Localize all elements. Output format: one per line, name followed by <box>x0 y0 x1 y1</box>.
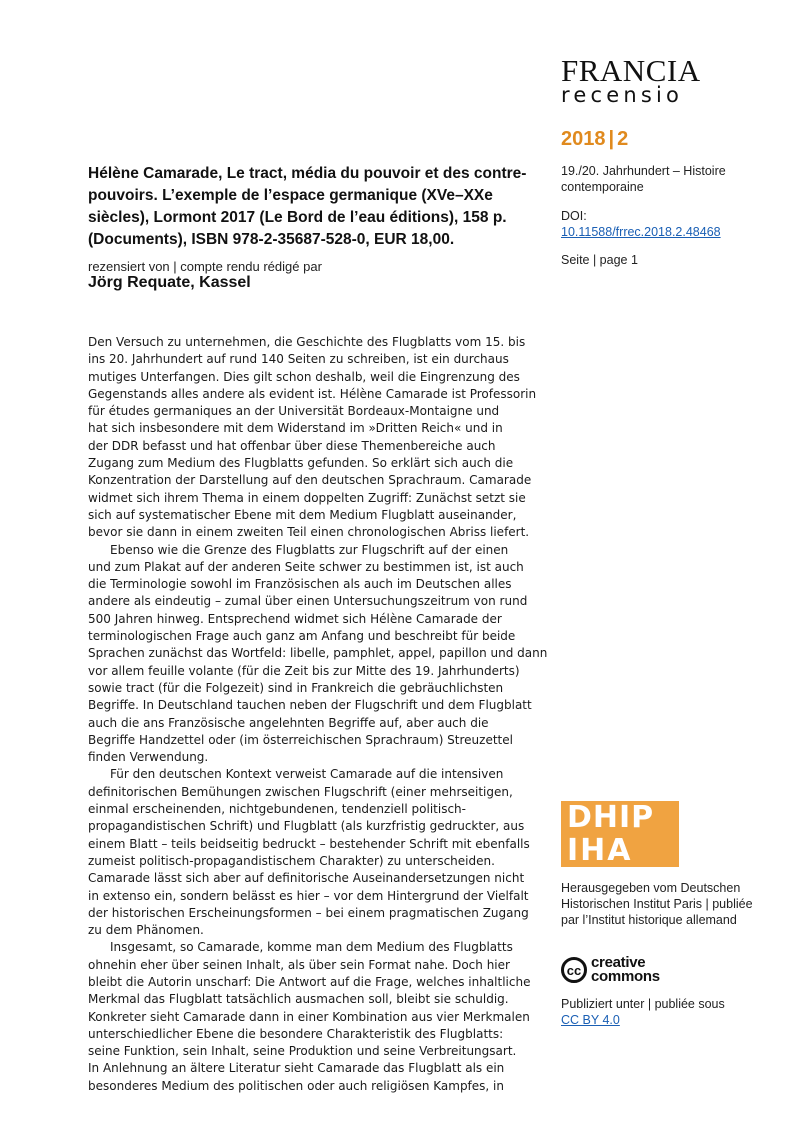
license-info <box>561 996 725 1028</box>
text-line: Ebenso wie die Grenze des Flugblatts zur Flugschrift auf der einen <box>110 542 509 557</box>
cc-line: commons <box>591 968 660 985</box>
creative-commons-logo <box>561 956 660 984</box>
text-line: finden Verwendung. <box>88 750 209 765</box>
text-line: und zum Plakat auf der anderen Seite schwer zu bestimmen ist, ist auch <box>88 559 524 574</box>
text-line: ohnehin eher über seinen Inhalt, als über sein Format nahe. Doch hier <box>88 957 510 972</box>
iha-logo-text: IHA <box>567 833 633 868</box>
text-line: auch die ans Französische angelehnten Begriffe auf, aber auch die <box>88 715 489 730</box>
dhip-logo-text: DHIP <box>567 800 655 835</box>
text-line: Insgesamt, so Camarade, komme man dem Medium des Flugblatts <box>110 940 513 955</box>
paragraph-3 <box>88 766 528 939</box>
text-line: zu dem Phänomen. <box>88 923 204 938</box>
text-line: Gegenstands alles andere als evident ist. Hélène Camarade ist Professorin <box>88 386 537 401</box>
text-line: widmet sich ihrem Thema in einem doppelten Zugriff: Zunächst setzt sie <box>88 490 526 505</box>
text-line: die Terminologie sowohl im Französischen als auch im Deutschen alles <box>88 577 512 592</box>
text-line: unterschiedlicher Ebene die besondere Charakteristik des Flugblatts: <box>88 1026 504 1041</box>
issue-number <box>561 128 628 151</box>
logo-recensio-text: recensio <box>561 83 684 107</box>
dhip-iha-logo <box>561 801 679 867</box>
text-line: für études germaniques an der Universität Bordeaux-Montaigne und <box>88 404 500 419</box>
text-line: terminologischen Frage auch ganz am Anfang und beschreibt für beide <box>88 629 516 644</box>
license-link[interactable]: CC BY 4.0 <box>561 1013 620 1027</box>
text-line: zumeist politisch-propagandistischem Charakter) zu unterscheiden. <box>88 853 495 868</box>
text-line: 500 Jahren hinweg. Entsprechend widmet sich Hélène Camarade der <box>88 611 502 626</box>
reviewer-label: rezensiert von | compte rendu rédigé par <box>88 259 322 274</box>
review-title <box>88 163 528 251</box>
publisher-info <box>561 880 753 928</box>
title-line: (Documents), ISBN 978-2-35687-528-0, EUR 18,00. <box>88 231 455 248</box>
text-line: Konzentration der Darstellung auf den deutschen Sprachraum. Camarade <box>88 473 532 488</box>
text-line: bleibt die Autorin unscharf: Die Antwort auf die Frage, welches inhaltliche <box>88 974 531 989</box>
issue-separator: | <box>608 128 615 150</box>
francia-recensio-logo <box>561 53 721 107</box>
period-line: contemporaine <box>561 180 644 194</box>
text-line: Begriffe. In Deutschland tauchen neben der Flugschrift und dem Flugblatt <box>88 698 532 713</box>
text-line: Camarade lässt sich aber auf definitorische Auseinandersetzungen nicht <box>88 871 525 886</box>
text-line: Sprachen zunächst das Wortfeld: libelle, pamphlet, appel, papillon und dann <box>88 646 548 661</box>
text-line: hat sich insbesondere mit dem Widerstand im »Dritten Reich« und in <box>88 421 503 436</box>
doi-info <box>561 208 721 240</box>
logo-francia-text: FRANCIA <box>561 53 701 88</box>
paragraph-4 <box>88 939 531 1095</box>
text-line: seine Funktion, sein Inhalt, seine Produktion und seine Verbreitungsart. <box>88 1044 517 1059</box>
text-line: In Anlehnung an ältere Literatur sieht Camarade das Flugblatt als ein <box>88 1061 505 1076</box>
cc-wordmark <box>591 956 660 984</box>
paragraph-1 <box>88 334 537 542</box>
text-line: vor allem feuille volante (für die Zeit bis zur Mitte des 19. Jahrhunderts) <box>88 663 520 678</box>
reviewer-name: Jörg Requate, Kassel <box>88 274 251 291</box>
doi-link[interactable]: 10.11588/frrec.2018.2.48468 <box>561 225 721 239</box>
cc-line: creative <box>591 954 646 971</box>
doi-label: DOI: <box>561 209 587 223</box>
publisher-line: Herausgegeben vom Deutschen <box>561 881 741 895</box>
text-line: einmal erscheinenden, nichtgebundenen, tendenziell politisch- <box>88 802 466 817</box>
issue-year: 2018 <box>561 128 606 150</box>
period-line: 19./20. Jahrhundert – Histoire <box>561 164 726 178</box>
text-line: Zugang zum Medium des Flugblatts gefunden. So erklärt sich auch die <box>88 456 514 471</box>
paragraph-2 <box>88 542 548 767</box>
text-line: propagandistischen Schrift) und Flugblatt (als kurzfristig gedruckter, aus <box>88 819 525 834</box>
title-line: Hélène Camarade, Le tract, média du pouvoir et des contre- <box>88 165 527 182</box>
publisher-line: par l’Institut historique allemand <box>561 913 737 927</box>
text-line: sich auf systematischer Ebene mit dem Medium Flugblatt auseinander, <box>88 507 517 522</box>
title-line: pouvoirs. L’exemple de l’espace germanique (XVe–XXe <box>88 187 493 204</box>
text-line: bevor sie dann in einem zweiten Teil einen chronologischen Abriss liefert. <box>88 525 530 540</box>
text-line: ins 20. Jahrhundert auf rund 140 Seiten zu schreiben, ist ein durchaus <box>88 352 509 367</box>
text-line: Begriffe Handzettel oder (im österreichischen Sprachraum) Streuzettel <box>88 732 513 747</box>
publisher-line: Historischen Institut Paris | publiée <box>561 897 753 911</box>
license-label: Publiziert unter | publiée sous <box>561 997 725 1011</box>
text-line: mutiges Unterfangen. Dies gilt schon deshalb, weil die Eingrenzung des <box>88 369 520 384</box>
period-info <box>561 163 726 195</box>
text-line: in extenso ein, sondern belässt es hier – vor dem Hintergrund der Vielfalt <box>88 888 529 903</box>
text-line: sowie tract (für die Folgezeit) sind in Frankreich die gebräuchlichsten <box>88 680 504 695</box>
text-line: Konkreter sieht Camarade dann in einer Kombination aus vier Merkmalen <box>88 1009 530 1024</box>
text-line: besonderes Medium des politischen oder auch religiösen Kampfes, in <box>88 1078 504 1093</box>
title-line: siècles), Lormont 2017 (Le Bord de l’eau éditions), 158 p. <box>88 209 507 226</box>
text-line: Den Versuch zu unternehmen, die Geschichte des Flugblatts vom 15. bis <box>88 335 526 349</box>
text-line: definitorischen Bemühungen zwischen Flugschrift (einer mehrseitigen, <box>88 784 513 799</box>
page-number: Seite | page 1 <box>561 253 638 267</box>
text-line: einem Blatt – teils beidseitig bedruckt – bestehender Schrift mit ebenfalls <box>88 836 530 851</box>
text-line: der DDR befasst und hat offenbar über diese Themenbereiche auch <box>88 438 496 453</box>
issue-no: 2 <box>617 128 629 150</box>
cc-icon: cc <box>561 957 587 983</box>
text-line: Für den deutschen Kontext verweist Camarade auf die intensiven <box>110 767 504 782</box>
text-line: andere als eindeutig – zumal über einen Untersuchungszeitrum von rund <box>88 594 528 609</box>
text-line: der historischen Erscheinungsformen – bei einem pragmatischen Zugang <box>88 905 529 920</box>
review-body <box>88 334 548 1095</box>
text-line: Merkmal das Flugblatt tatsächlich ausmachen soll, bleibt sie schuldig. <box>88 992 509 1007</box>
